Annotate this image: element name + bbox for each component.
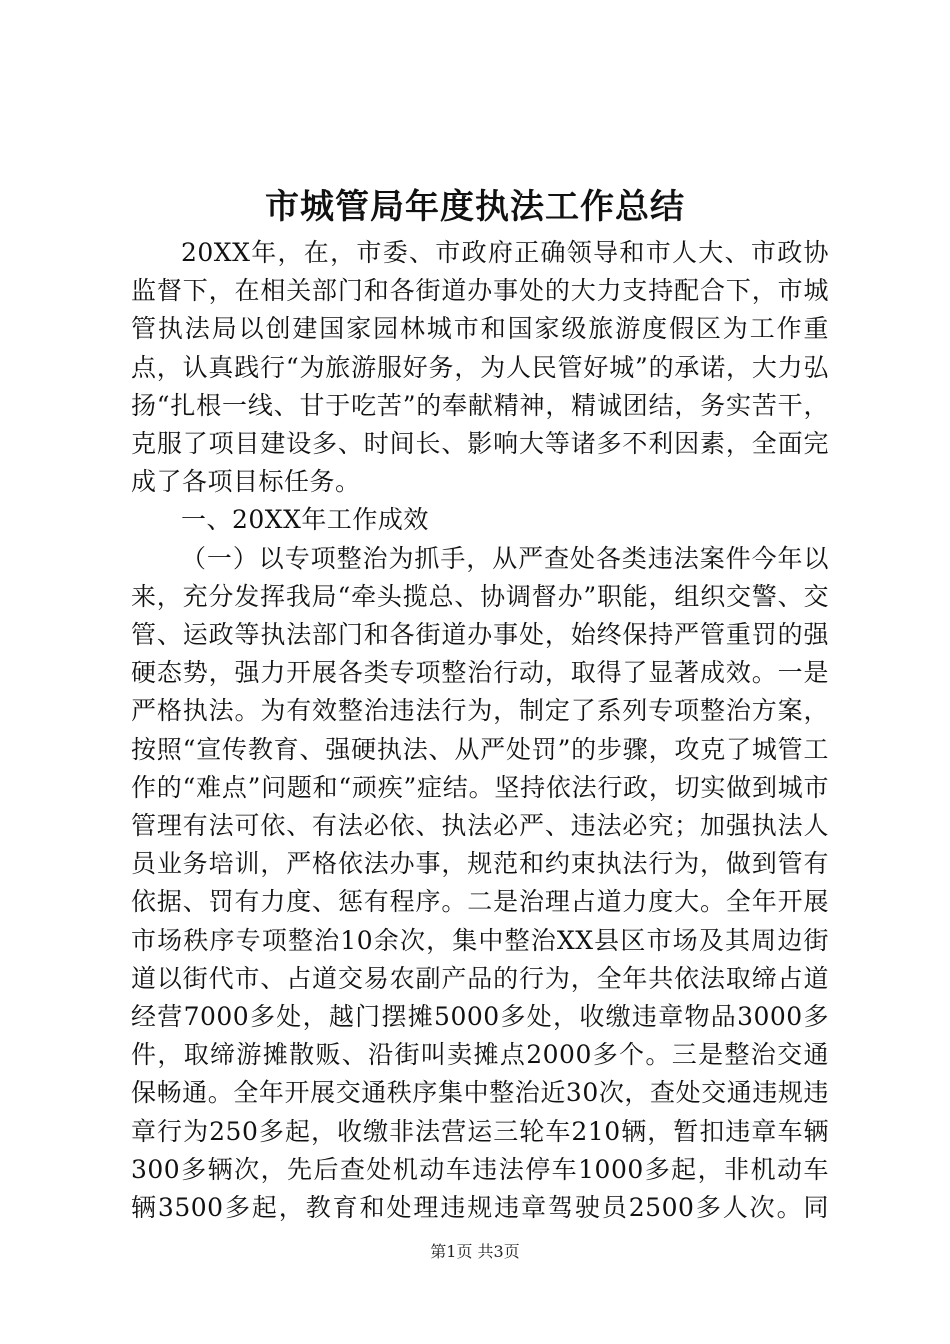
document-title: 市城管局年度执法工作总结 [265, 187, 685, 227]
page-footer: 第1页 共3页 [430, 1242, 520, 1261]
intro-paragraph: 20XX年，在，市委、市政府正确领导和市人大、市政协监督下，在相关部门和各街道办事处的大力支持配合下，市城管执法局以创建国家园林城市和国家级旅游度假区为工作重点，认真践行“为旅游服好务，为人民管好城”的承诺，大力弘扬“扎根一线、甘于吃苦”的奉献精神，精诚团结，务实苦干，克服了项目建设多、时间长、影响大等诸多不利因素，全面完成了各项目标任务。 [131, 238, 829, 497]
section-body [131, 540, 829, 1227]
section-heading: 一、20XX年工作成效 [181, 505, 429, 535]
section-paragraph: （一）以专项整治为抓手，从严查处各类违法案件今年以来，充分发挥我局“牵头揽总、协调督办”职能，组织交警、交管、运政等执法部门和各街道办事处，始终保持严管重罚的强硬态势，强力开展各类专项整治行动，取得了显著成效。一是严格执法。为有效整治违法行为，制定了系列专项整治方案，按照“宣传教育、强硬执法、从严处罚”的步骤，攻克了城管工作的“难点”问题和“顽疾”症结。坚持依法行政，切实做到城市管理有法可依、有法必依、执法必严、违法必究；加强执法人员业务培训，严格依法办事，规范和约束执法行为，做到管有依据、罚有力度、惩有程序。二是治理占道力度大。全年开展市场秩序专项整治10余次，集中整治XX县区市场及其周边街道以街代市、占道交易农副产品的行为，全年共依法取缔占道经营7000多处，越门摆摊5000多处，收缴违章物品3000多件，取缔游摊散贩、沿街叫卖摊点2000多个。三是整治交通保畅通。全年开展交通秩序集中整治近30次，查处交通违规违章行为250多起，收缴非法营运三轮车210辆，暂扣违章车辆300多辆次，先后查处机动车违法停车1000多起，非机动车辆3500多起，教育和处理违规违章驾驶员2500多人次。同 [131, 543, 829, 1223]
document-body [131, 234, 829, 1227]
